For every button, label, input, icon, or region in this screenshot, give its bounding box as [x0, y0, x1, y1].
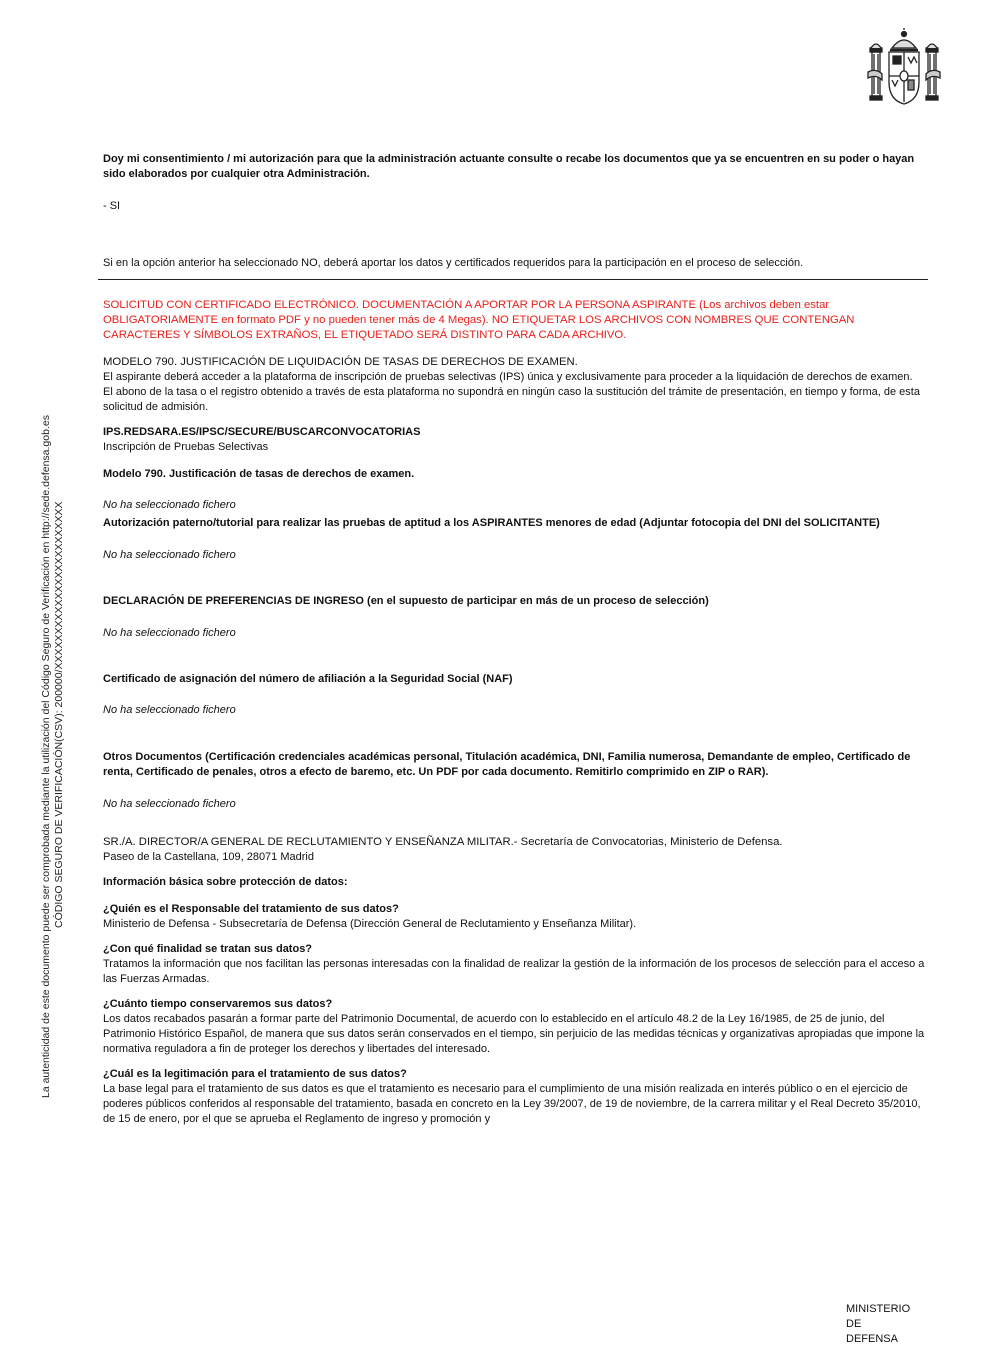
doc-label-autorizacion: Autorización paterno/tutorial para realizar las pruebas de aptitud a los ASPIRANTES menores de edad (Adjuntar fotocopia del DNI del SOLICITANTE): [103, 517, 880, 529]
doc-label-preferencias: DECLARACIÓN DE PREFERENCIAS DE INGRESO (en el supuesto de participar en más de un proceso de selección): [103, 595, 709, 607]
recipient-line: SR./A. DIRECTOR/A GENERAL DE RECLUTAMIENTO Y ENSEÑANZA MILITAR.- Secretaría de Convocatorias, Ministerio de Defensa.: [103, 836, 783, 848]
consent-text: Doy mi consentimiento / mi autorización para que la administración actuante consulte o recabe los documentos que ya se encuentren en su poder o hayan sido elaborados por cualquier otra Administración.: [103, 153, 915, 180]
coat-of-arms-icon: [866, 28, 942, 110]
recipient-address: Paseo de la Castellana, 109, 28071 Madrid: [103, 851, 314, 863]
privacy-answer: Tratamos la información que nos facilitan las personas interesadas con la finalidad de realizar la gestión de la información de los procesos de selección para el acceso a las Fuerzas Armadas.: [103, 958, 925, 985]
privacy-answer: Los datos recabados pasarán a formar parte del Patrimonio Documental, de acuerdo con lo establecido en el artículo 48.2 de la Ley 16/1985, de 25 de junio, del Patrimonio Histórico Español, de manera que sus datos serán conservados en el tiempo, sin perjuicio de las medidas técnicas y organizativas apropiadas que impone la normativa reguladora a fin de proteger los derechos y libertades del interesado.: [103, 1013, 925, 1055]
privacy-heading: Información básica sobre protección de datos:: [103, 876, 348, 888]
privacy-answer: Ministerio de Defensa - Subsecretaría de Defensa (Dirección General de Reclutamiento y Enseñanza Militar).: [103, 918, 637, 930]
privacy-answer: La base legal para el tratamiento de sus datos es que el tratamiento es necesario para el cumplimiento de una misión realizada en interés público o en el ejercicio de poderes públicos conferidos al responsable del tratamiento, basada en concreto en la Ley 39/2007, de 19 de noviembre, de la carrera militar y el Real Decreto 35/2010, de 15 de enero, por el que se aprueba el Reglamento de ingreso y promoción y: [103, 1083, 921, 1125]
section-divider: [98, 279, 928, 280]
consent-answer: - SI: [103, 200, 121, 212]
consent-note: Si en la opción anterior ha seleccionado NO, deberá aportar los datos y certificados requeridos para la participación en el proceso de selección.: [103, 257, 804, 269]
doc-label-naf: Certificado de asignación del número de afiliación a la Seguridad Social (NAF): [103, 673, 513, 685]
privacy-question: ¿Con qué finalidad se tratan sus datos?: [103, 943, 313, 955]
file-status-naf[interactable]: No ha seleccionado fichero: [103, 704, 236, 716]
modelo-body: El aspirante deberá acceder a la plataforma de inscripción de pruebas selectivas (IPS) única y exclusivamente para proceder a la liquidación de derechos de examen. El abono de la tasa o el registro obtenido a través de esta plataforma no supondrá en ningún caso la sustitución del trámite de presentación, en tiempo y forma, de esta solicitud de admisión.: [103, 371, 920, 413]
ministry-footer: [846, 1302, 910, 1347]
doc-label-modelo790: Modelo 790. Justificación de tasas de derechos de examen.: [103, 468, 415, 480]
privacy-question: ¿Cuánto tiempo conservaremos sus datos?: [103, 998, 333, 1010]
ips-link-desc: Inscripción de Pruebas Selectivas: [103, 441, 269, 453]
ministry-footer-line: MINISTERIO: [846, 1303, 911, 1315]
modelo-title: MODELO 790. JUSTIFICACIÓN DE LIQUIDACIÓN DE TASAS DE DERECHOS DE EXAMEN.: [103, 356, 578, 368]
document-body: [103, 152, 925, 1127]
privacy-question: ¿Cuál es la legitimación para el tratamiento de sus datos?: [103, 1068, 407, 1080]
file-status-preferencias[interactable]: No ha seleccionado fichero: [103, 627, 236, 639]
file-status-otros[interactable]: No ha seleccionado fichero: [103, 798, 236, 810]
privacy-question: ¿Quién es el Responsable del tratamiento de sus datos?: [103, 903, 399, 915]
verification-side-text: [40, 238, 66, 1098]
doc-label-otros: Otros Documentos (Certificación credenciales académicas personal, Titulación académica, DNI, Familia numerosa, Demandante de empleo, Certificado de renta, Certificado de penales, otros a efecto de baremo, etc. Un PDF por cada documento. Remitirlo comprimido en ZIP o RAR).: [103, 751, 911, 778]
ips-link[interactable]: IPS.REDSARA.ES/IPSC/SECURE/BUSCARCONVOCATORIAS: [103, 426, 421, 438]
ministry-footer-line: DE: [846, 1318, 862, 1330]
ministry-footer-line: DEFENSA: [846, 1333, 898, 1345]
verification-line: La autenticidad de este documento puede ser comprobada mediante la utilización del Código Seguro de Verificación en http://sede.defensa.gob.es: [40, 415, 52, 1098]
pdf-warning: SOLICITUD CON CERTIFICADO ELECTRÓNICO. DOCUMENTACIÓN A APORTAR POR LA PERSONA ASPIRANTE (Los archivos deben estar OBLIGATORIAMENTE en formato PDF y no pueden tener más de 4 Megas). NO ETIQUETAR LOS ARCHIVOS CON NOMBRES QUE CONTENGAN CARACTERES Y SÍMBOLOS EXTRAÑOS, EL ETIQUETADO SERÁ DISTINTO PARA CADA ARCHIVO.: [103, 299, 855, 341]
file-status-autorizacion[interactable]: No ha seleccionado fichero: [103, 549, 236, 561]
file-status-modelo790[interactable]: No ha seleccionado fichero: [103, 499, 236, 511]
csv-code-line: CÓDIGO SEGURO DE VERIFICACIÓN(CSV): 200000/XXXXXXXXXXXXXXXXXXXXXXXX: [53, 501, 65, 928]
